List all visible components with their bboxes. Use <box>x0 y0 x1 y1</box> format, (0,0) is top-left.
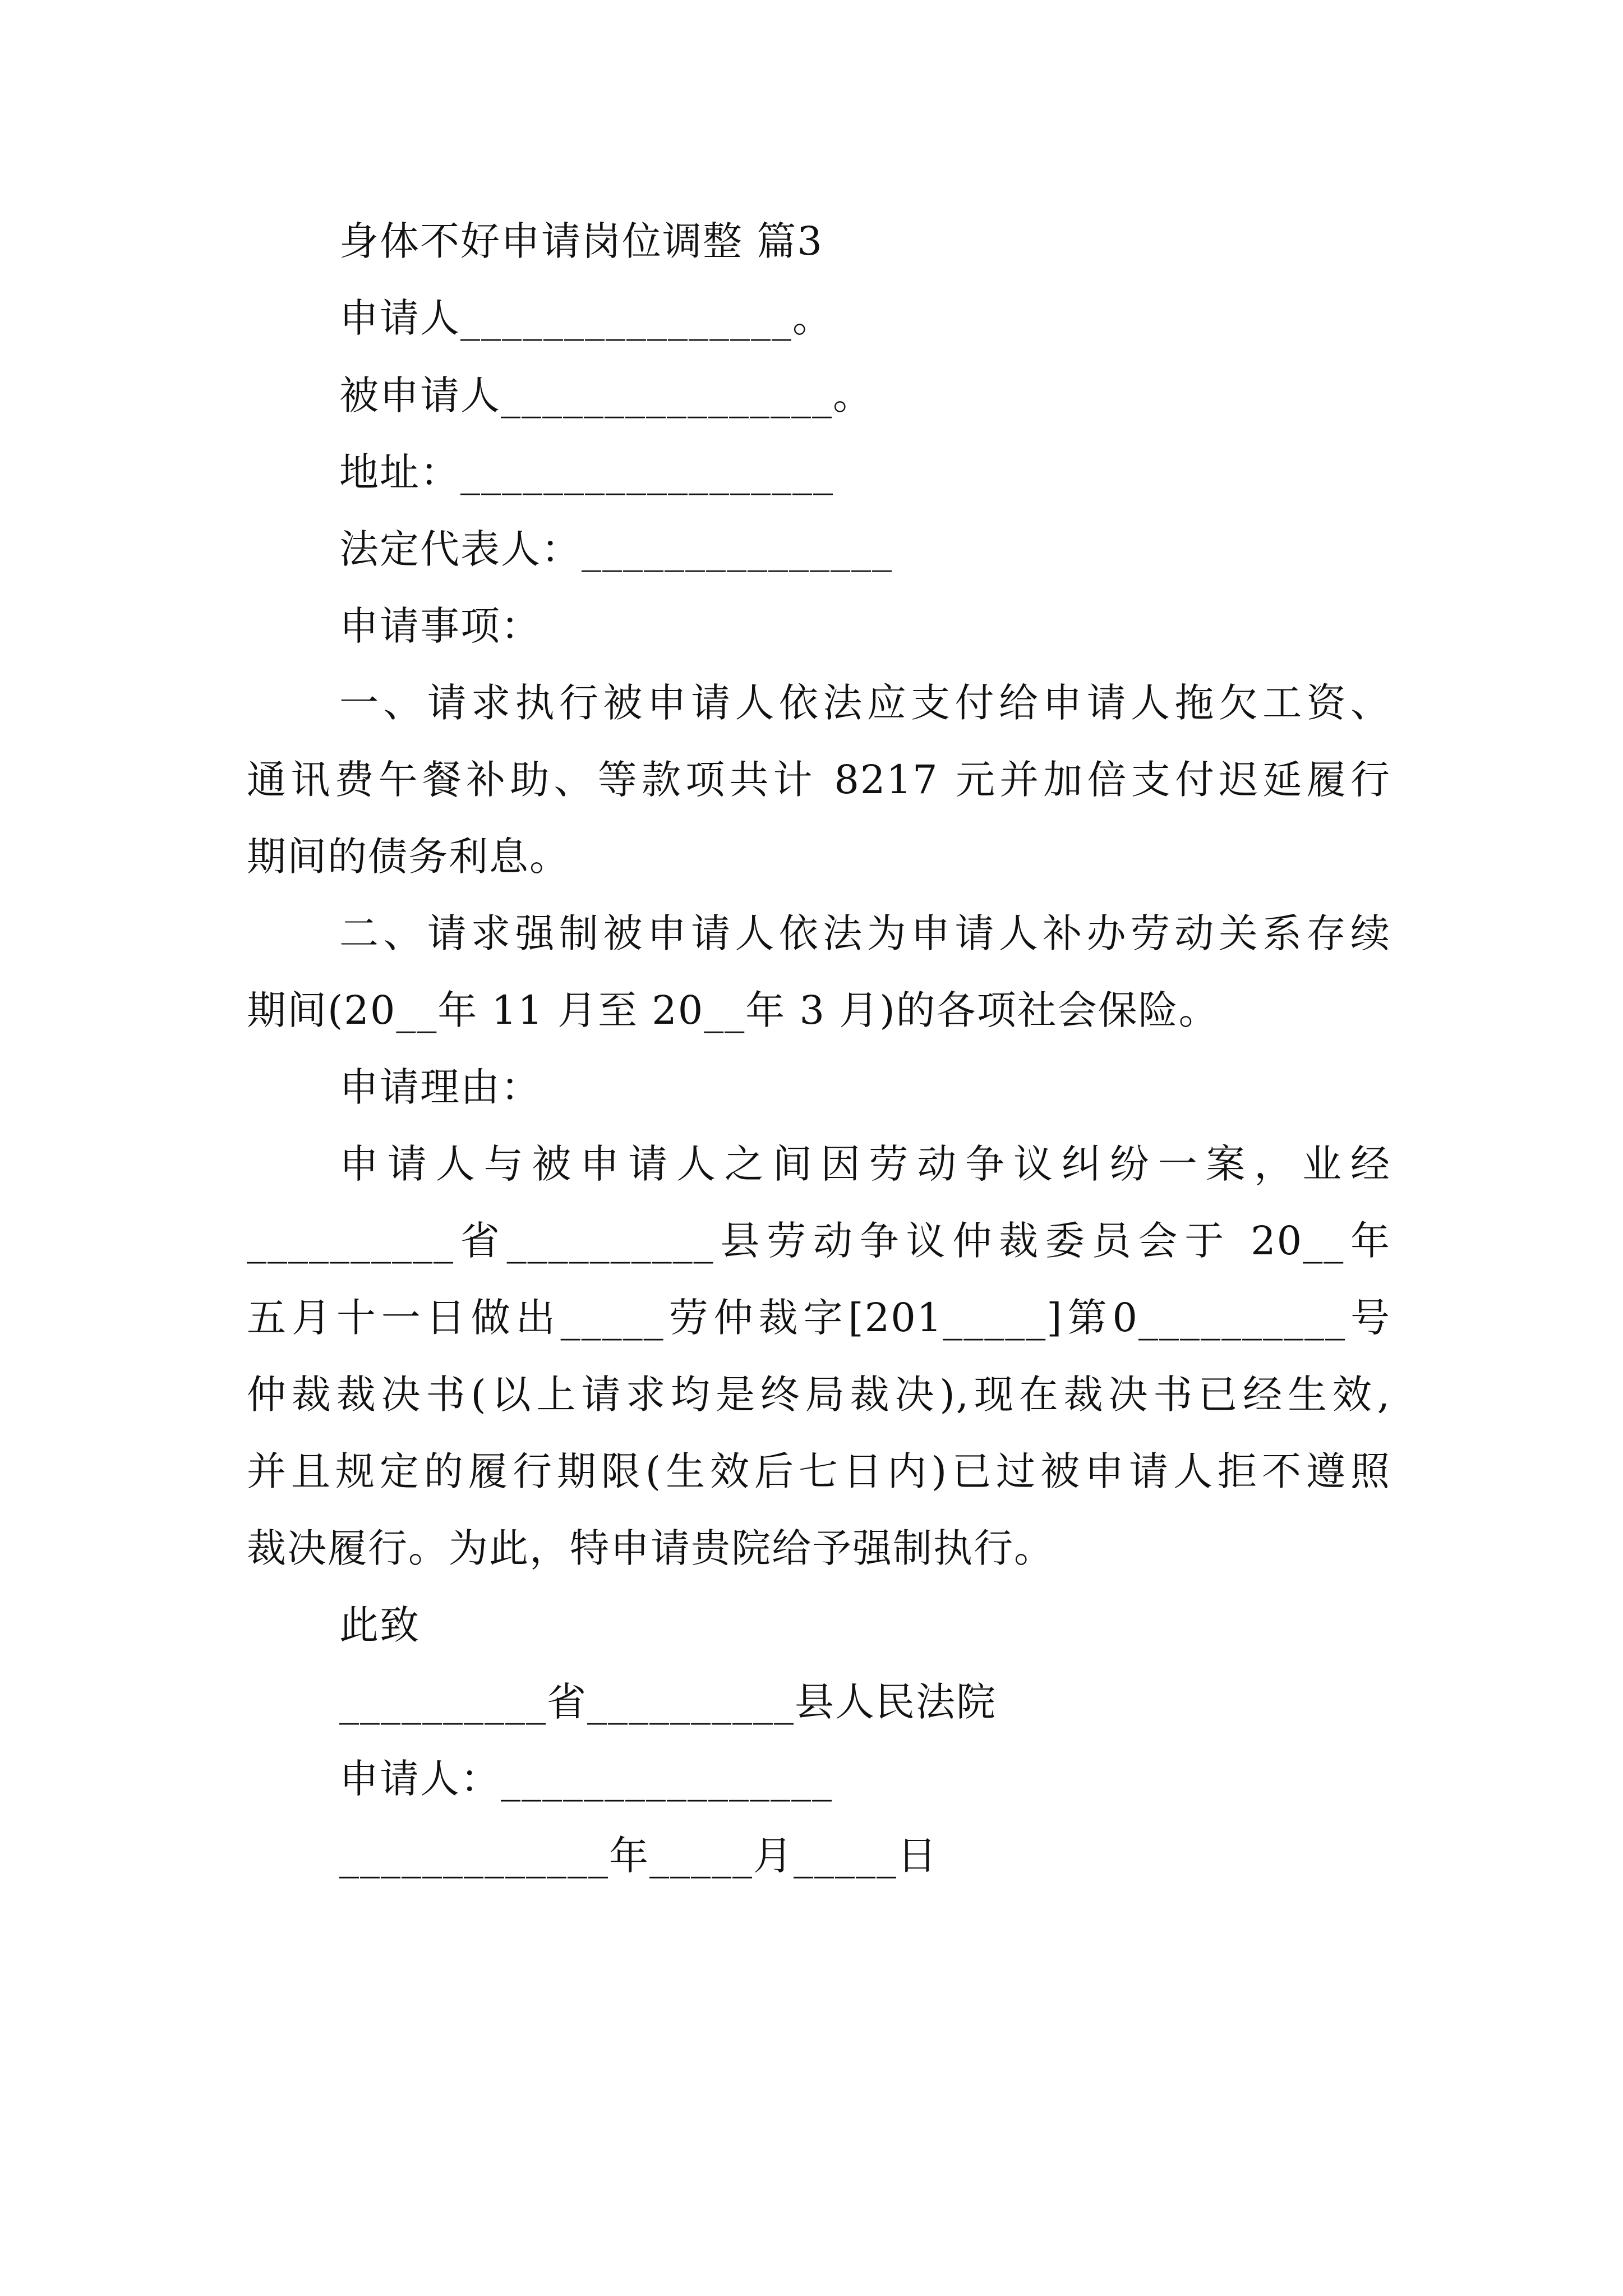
matter-2-line-2: 期间(20__年 11 月至 20__年 3 月)的各项社会保险。 <box>247 987 1219 1033</box>
address-field: 地址：__________________ <box>339 449 834 495</box>
document-title: 身体不好申请岗位调整 篇3 <box>339 218 823 264</box>
signature-date: _____________年_____月_____日 <box>339 1833 938 1879</box>
matters-heading: 申请事项： <box>339 603 541 649</box>
legal-representative-field: 法定代表人：_______________ <box>339 526 893 572</box>
reasons-line-5: 并且规定的履行期限(生效后七日内)已过被申请人拒不遵照 <box>247 1448 1391 1494</box>
applicant-signature: 申请人：________________ <box>339 1756 833 1802</box>
reasons-line-4: 仲裁裁决书(以上请求均是终局裁决),现在裁决书已经生效, <box>247 1372 1391 1418</box>
applicant-field: 申请人________________。 <box>339 295 833 341</box>
reasons-heading: 申请理由： <box>339 1064 541 1110</box>
matter-1-line-1: 一、请求执行被申请人依法应支付给申请人拖欠工资、 <box>339 680 1391 726</box>
reasons-line-6: 裁决履行。为此，特申请贵院给予强制执行。 <box>247 1525 1054 1571</box>
matter-1-line-2: 通讯费午餐补助、等款项共计 8217 元并加倍支付迟延履行 <box>247 757 1391 803</box>
reasons-line-1: 申请人与被申请人之间因劳动争议纠纷一案，业经 <box>339 1141 1391 1187</box>
recipient-court: __________省__________县人民法院 <box>339 1679 997 1725</box>
matter-1-line-3: 期间的债务利息。 <box>247 834 570 880</box>
reasons-line-2: __________省__________县劳动争议仲裁委员会于 20__年 <box>247 1218 1391 1264</box>
closing-salutation: 此致 <box>339 1602 420 1648</box>
reasons-line-3: 五月十一日做出_____劳仲裁字[201_____]第0__________号 <box>247 1295 1391 1341</box>
respondent-field: 被申请人________________。 <box>339 372 873 418</box>
matter-2-line-1: 二、请求强制被申请人依法为申请人补办劳动关系存续 <box>339 910 1391 956</box>
